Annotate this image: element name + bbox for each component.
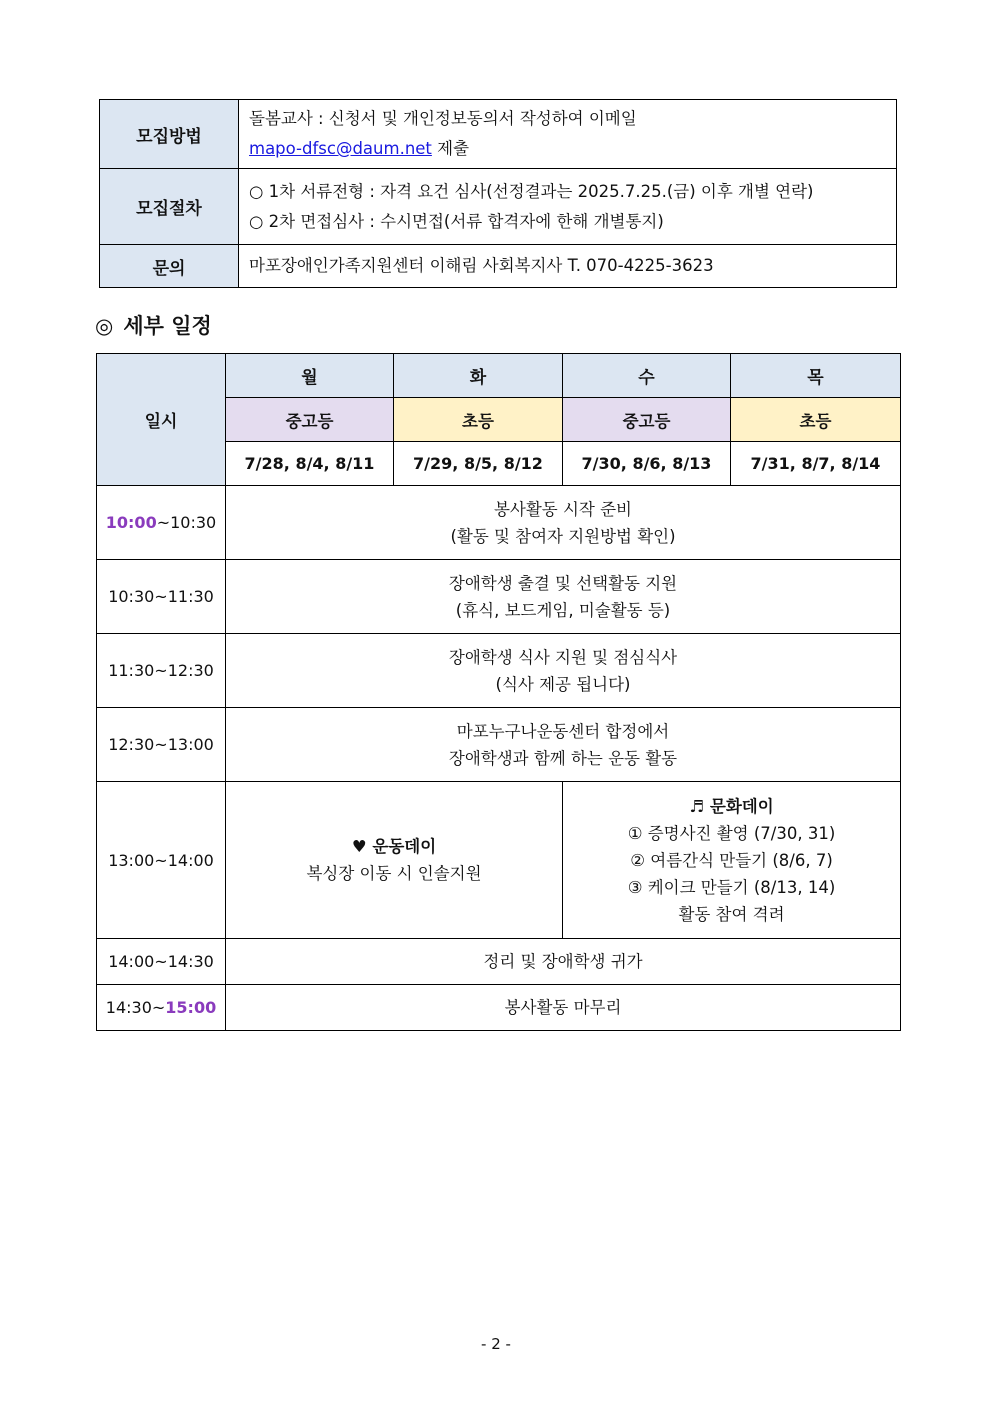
row-time bbox=[97, 486, 226, 560]
time-header: 일시 bbox=[97, 354, 226, 486]
culture-day-title: 문화데이 bbox=[709, 796, 774, 816]
row-activity: 봉사활동 마무리 bbox=[226, 985, 901, 1031]
dates-tue: 7/29, 8/5, 8/12 bbox=[394, 442, 563, 486]
row-time: 13:00~14:00 bbox=[97, 782, 226, 939]
contact-label: 문의 bbox=[100, 245, 239, 288]
level-mon: 중고등 bbox=[226, 398, 394, 442]
sports-day-cell bbox=[226, 782, 563, 939]
method-text: 돌봄교사 : 신청서 및 개인정보동의서 작성하여 이메일 bbox=[249, 109, 637, 128]
time-start-highlight: 10:00 bbox=[105, 513, 157, 532]
row-time bbox=[97, 985, 226, 1031]
page-number: - 2 - bbox=[481, 1335, 511, 1353]
schedule-table bbox=[96, 353, 901, 1031]
row-time: 11:30~12:30 bbox=[97, 634, 226, 708]
procedure-step-1: ○ 1차 서류전형 : 자격 요건 심사(선정결과는 2025.7.25.(금) 이후 개별 연락) bbox=[249, 181, 814, 201]
culture-day-cell bbox=[563, 782, 901, 939]
row-activity bbox=[226, 634, 901, 708]
row-time: 12:30~13:00 bbox=[97, 708, 226, 782]
activity-note: 장애학생과 함께 하는 운동 활동 bbox=[448, 748, 678, 768]
day-header-thu: 목 bbox=[731, 354, 901, 398]
procedure-step-2: ○ 2차 면접심사 : 수시면접(서류 합격자에 한해 개별통지) bbox=[249, 211, 664, 231]
row-activity: 정리 및 장애학생 귀가 bbox=[226, 939, 901, 985]
culture-item: ① 증명사진 촬영 (7/30, 31) bbox=[627, 823, 836, 843]
level-wed: 중고등 bbox=[563, 398, 731, 442]
method-cell bbox=[239, 100, 897, 169]
schedule-row bbox=[97, 939, 901, 985]
level-thu: 초등 bbox=[731, 398, 901, 442]
row-time: 10:30~11:30 bbox=[97, 560, 226, 634]
procedure-cell bbox=[239, 169, 897, 245]
activity-line: 장애학생 출결 및 선택활동 지원 bbox=[448, 573, 678, 593]
schedule-row bbox=[97, 560, 901, 634]
day-header-wed: 수 bbox=[563, 354, 731, 398]
culture-footer: 활동 참여 격려 bbox=[678, 904, 785, 924]
section-title bbox=[95, 310, 212, 340]
row-activity bbox=[226, 708, 901, 782]
method-label: 모집방법 bbox=[100, 100, 239, 169]
activity-line: 마포누구나운동센터 합정에서 bbox=[456, 721, 670, 741]
schedule-row bbox=[97, 708, 901, 782]
heart-icon: ♥ bbox=[351, 837, 367, 856]
day-header-mon: 월 bbox=[226, 354, 394, 398]
row-activity bbox=[226, 560, 901, 634]
activity-day-row bbox=[97, 782, 901, 939]
sports-day-title: 운동데이 bbox=[372, 837, 437, 856]
row-time: 14:00~14:30 bbox=[97, 939, 226, 985]
contact-text: 마포장애인가족지원센터 이해림 사회복지사 T. 070-4225-3623 bbox=[239, 245, 897, 288]
section-title-text: 세부 일정 bbox=[123, 314, 212, 338]
time-end: ~10:30 bbox=[156, 513, 217, 532]
activity-note: (활동 및 참여자 지원방법 확인) bbox=[450, 526, 676, 546]
procedure-label: 모집절차 bbox=[100, 169, 239, 245]
dates-thu: 7/31, 8/7, 8/14 bbox=[731, 442, 901, 486]
activity-line: 봉사활동 시작 준비 bbox=[493, 499, 632, 519]
dates-wed: 7/30, 8/6, 8/13 bbox=[563, 442, 731, 486]
music-note-icon: ♬ bbox=[689, 796, 705, 816]
schedule-row bbox=[97, 486, 901, 560]
row-activity bbox=[226, 486, 901, 560]
activity-note: (휴식, 보드게임, 미술활동 등) bbox=[455, 600, 671, 620]
schedule-row bbox=[97, 985, 901, 1031]
culture-item: ③ 케이크 만들기 (8/13, 14) bbox=[627, 877, 836, 897]
recruitment-info-table bbox=[99, 99, 897, 288]
sports-day-text: 복싱장 이동 시 인솔지원 bbox=[306, 864, 482, 883]
dates-mon: 7/28, 8/4, 8/11 bbox=[226, 442, 394, 486]
time-start: 14:30~ bbox=[105, 998, 166, 1017]
culture-item: ② 여름간식 만들기 (8/6, 7) bbox=[630, 850, 833, 870]
email-link[interactable]: mapo-dfsc@daum.net bbox=[249, 139, 432, 158]
time-end-highlight: 15:00 bbox=[165, 998, 217, 1017]
activity-line: 장애학생 식사 지원 및 점심식사 bbox=[448, 647, 678, 667]
day-header-tue: 화 bbox=[394, 354, 563, 398]
level-tue: 초등 bbox=[394, 398, 563, 442]
method-suffix: 제출 bbox=[437, 139, 470, 158]
activity-note: (식사 제공 됩니다) bbox=[495, 674, 631, 694]
schedule-row bbox=[97, 634, 901, 708]
bullseye-icon: ◎ bbox=[95, 314, 114, 338]
